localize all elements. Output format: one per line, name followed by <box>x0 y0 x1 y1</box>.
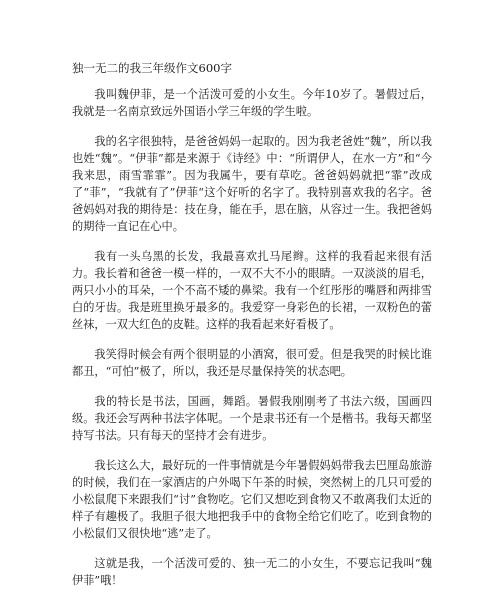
document-title: 独一无二的我三年级作文600字 <box>72 61 232 75</box>
paragraph-story: 我长这么大，最好玩的一件事情就是今年暑假妈妈带我去巴厘岛旅游的时候，我们在一家酒店的户外喝下午茶的时候，突然树上的几只可爱的小松鼠爬下来跟我们“讨”食物吃。它们又想吃到食物又不敢离我们太近的样子有趣极了。我胆子很大地把我手中的食物全给它们吃了。吃到食物的小松鼠们又很快地“逃”走了。 <box>72 459 432 540</box>
paragraph-talents: 我的特长是书法，国画，舞蹈。暑假我刚刚考了书法六级，国画四级。我还会写两种书法字体呢。一个是隶书还有一个是楷书。我每天都坚持写书法。只有每天的坚持才会有进步。 <box>72 395 432 442</box>
document-body <box>72 86 432 602</box>
paragraph-appearance: 我有一头乌黑的长发，我最喜欢扎马尾辫。这样的我看起来很有活力。我长着和爸爸一模一样的，一双不大不小的眼睛。一双淡淡的眉毛，两只小小的耳朵，一个不高不矮的鼻梁。我有一个红彤彤的嘴唇和两排雪白的牙齿。我是班里换牙最多的。我爱穿一身彩色的长裙，一双粉色的蕾丝袜，一双大红色的皮鞋。这样的我看起来好看极了。 <box>72 250 432 331</box>
paragraph-smile: 我笑得时候会有两个很明显的小酒窝，很可爱。但是我哭的时候比谁都丑，“可怕”极了，所以，我还是尽量保持笑的状态吧。 <box>72 348 432 378</box>
paragraph-intro: 我叫魏伊菲，是一个活泼可爱的小女生。今年10岁了。暑假过后，我就是一名南京致远外国语小学三年级的学生啦。 <box>72 88 432 118</box>
paragraph-conclusion: 这就是我，一个活泼可爱的、独一无二的小女生，不要忘记我叫“魏伊菲”哦！ <box>72 557 432 587</box>
paragraph-name: 我的名字很独特，是爸爸妈妈一起取的。因为我老爸姓“魏”，所以我也姓“魏”。“伊菲”都是来源于《诗经》中：“所谓伊人，在水一方”和“今我来思，雨雪霏霏”。因为我属牛，要有草吃。爸爸妈妈就把“霏”改成了“菲”，“我就有了”伊菲“这个好听的名字了。我特别喜欢我的名字。爸爸妈妈对我的期待是：技在身，能在手，思在脑，从容过一生。我把爸妈的期待一直记在心中。 <box>72 135 432 233</box>
